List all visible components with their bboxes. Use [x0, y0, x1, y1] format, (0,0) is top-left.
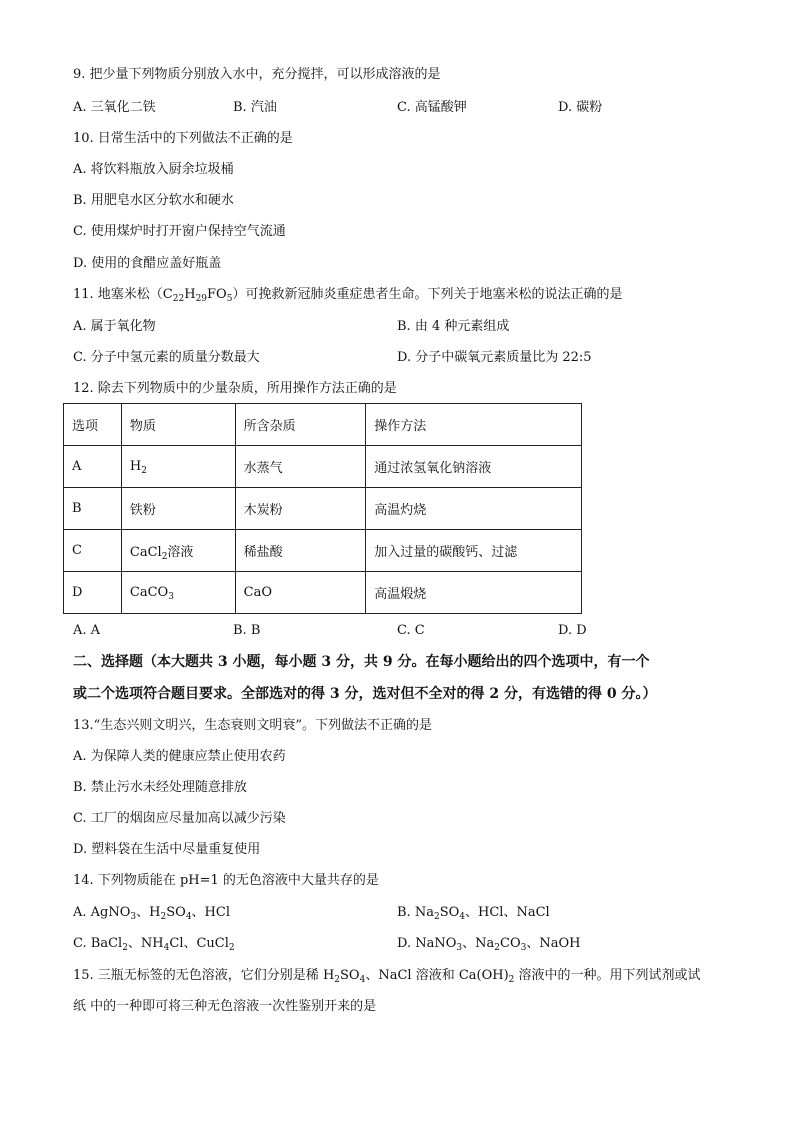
table-row	[64, 530, 582, 572]
table-cell-method: 加入过量的碳酸钙、过滤	[366, 530, 582, 572]
table-cell-method: 高温灼烧	[366, 488, 582, 530]
q13-option-c: C. 工厂的烟囱应尽量加高以减少污染	[73, 811, 286, 826]
q11-option-d: D. 分子中碳氧元素质量比为 22:5	[397, 350, 592, 365]
table-row	[64, 488, 582, 530]
q10-option-b: B. 用肥皂水区分软水和硬水	[73, 193, 234, 208]
table-header-cell: 物质	[121, 404, 235, 446]
table-cell-option: C	[64, 530, 122, 572]
table-row	[64, 446, 582, 488]
q15-stem-line-2: 纸 中的一种即可将三种无色溶液一次性鉴别开来的是	[73, 999, 377, 1014]
table-cell-impurity: CaO	[235, 572, 366, 614]
q12-option-d: D. D	[558, 623, 587, 638]
table-cell-substance: CaCO$_3$	[121, 572, 235, 614]
section-heading-line-2: 或二个选项符合题目要求。全部选对的得 3 分，选对但不全对的得 2 分，有选错的得 0 分。）	[73, 686, 657, 702]
table-cell-option: A	[64, 446, 122, 488]
q10-option-d: D. 使用的食醋应盖好瓶盖	[73, 256, 222, 271]
q13-option-a: A. 为保障人类的健康应禁止使用农药	[73, 749, 286, 764]
q13-option-b: B. 禁止污水未经处理随意排放	[73, 780, 247, 795]
q10-option-a: A. 将饮料瓶放入厨余垃圾桶	[73, 162, 234, 177]
q12-option-b: B. B	[233, 623, 261, 638]
table-cell-option: D	[64, 572, 122, 614]
table-header-cell: 所含杂质	[235, 404, 366, 446]
q14-option-a: A. AgNO$_3$、$H_2SO_4$、HCl	[73, 905, 230, 922]
q12-table	[63, 403, 582, 614]
q15-stem-line-1: 15. 三瓶无标签的无色溶液，它们分别是稀 $H_2SO_4$、NaCl 溶液和 $Ca(OH)_2$ 溶液中的一种。用下列试剂或试	[73, 968, 701, 985]
q11-option-c: C. 分子中氢元素的质量分数最大	[73, 350, 260, 365]
q13-stem: 13.“生态兴则文明兴，生态衰则文明衰”。下列做法不正确的是	[73, 718, 432, 733]
table-cell-impurity: 稀盐酸	[235, 530, 366, 572]
q12-option-c: C. C	[397, 623, 425, 638]
table-cell-method: 高温煅烧	[366, 572, 582, 614]
q13-option-d: D. 塑料袋在生活中尽量重复使用	[73, 842, 261, 857]
q11-option-b: B. 由 4 种元素组成	[397, 319, 510, 334]
table-row	[64, 572, 582, 614]
table-cell-substance: $H_2$	[121, 446, 235, 488]
table-header-cell: 选项	[64, 404, 122, 446]
table-cell-option: B	[64, 488, 122, 530]
q12-option-a: A. A	[73, 623, 101, 638]
q9-option-c: C. 高锰酸钾	[397, 100, 467, 115]
q14-option-c: C. BaCl$_2$、$NH_4Cl$、CuCl$_2$	[73, 936, 235, 953]
table-cell-method: 通过浓氢氧化钠溶液	[366, 446, 582, 488]
q9-option-a: A. 三氧化二铁	[73, 100, 156, 115]
q9-option-d: D. 碳粉	[558, 100, 603, 115]
table-cell-impurity: 木炭粉	[235, 488, 366, 530]
table-cell-substance: CaCl$_2$溶液	[121, 530, 235, 572]
table-cell-substance: 铁粉	[121, 488, 235, 530]
q14-option-d: D. NaNO$_3$、$Na_2CO_3$、NaOH	[397, 936, 581, 953]
q9-option-b: B. 汽油	[233, 100, 277, 115]
q10-stem: 10. 日常生活中的下列做法不正确的是	[73, 131, 293, 146]
q10-option-c: C. 使用煤炉时打开窗户保持空气流通	[73, 224, 286, 239]
table-cell-impurity: 水蒸气	[235, 446, 366, 488]
q12-stem: 12. 除去下列物质中的少量杂质，所用操作方法正确的是	[73, 381, 397, 396]
q11-option-a: A. 属于氧化物	[73, 319, 156, 334]
table-header-row	[64, 404, 582, 446]
q14-option-b: B. $Na_2SO_4$、HCl、NaCl	[397, 905, 550, 922]
q14-stem: 14. 下列物质能在 pH=1 的无色溶液中大量共存的是	[73, 873, 379, 888]
table-header-cell: 操作方法	[366, 404, 582, 446]
q9-stem: 9. 把少量下列物质分别放入水中，充分搅拌，可以形成溶液的是	[73, 67, 441, 82]
section-heading-line-1: 二、选择题（本大题共 3 小题，每小题 3 分，共 9 分。在每小题给出的四个选项中，有一个	[73, 654, 650, 670]
q11-stem: 11. 地塞米松$(C_{22}H_{29}FO_5)$可挽救新冠肺炎重症患者生命。下列关于地塞米松的说法正确的是	[73, 287, 623, 304]
